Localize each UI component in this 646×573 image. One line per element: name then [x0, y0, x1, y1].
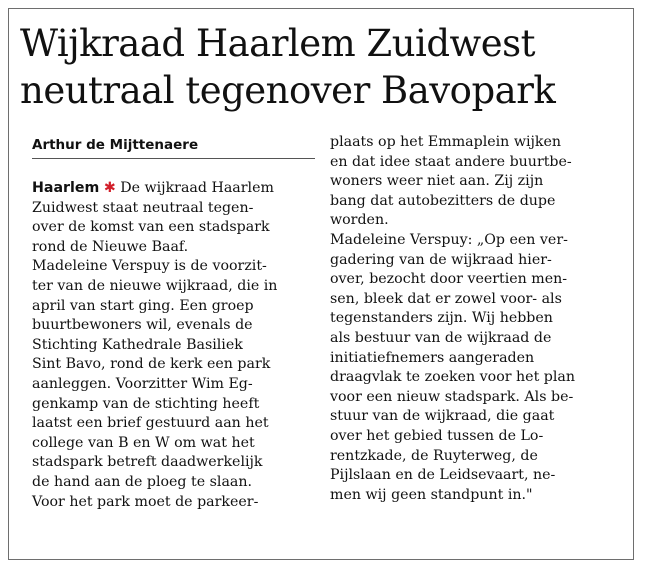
- text-line: ter van de nieuwe wijkraad, die in: [32, 277, 278, 294]
- first-line: [32, 179, 314, 199]
- article-column-2: [330, 133, 610, 505]
- text-line: Madeleine Verspuy: „Op een ver-: [330, 231, 568, 248]
- text-line: voor een nieuw stadspark. Als be-: [330, 388, 574, 405]
- text-line: rentzkade, de Ruyterweg, de: [330, 447, 538, 464]
- text-line: Voor het park moet de parkeer-: [32, 493, 259, 510]
- text-line: sen, bleek dat er zowel voor- als: [330, 290, 562, 307]
- headline-line-1: Wijkraad Haarlem Zuidwest: [20, 22, 535, 65]
- text-line: en dat idee staat andere buurtbe-: [330, 153, 572, 170]
- text-line: draagvlak te zoeken voor het plan: [330, 369, 575, 386]
- text-line: als bestuur van de wijkraad de: [330, 329, 552, 346]
- text-line: april van start ging. Een groep: [32, 297, 254, 314]
- text-line: genkamp van de stichting heeft: [32, 395, 260, 412]
- article-column-1: [32, 179, 314, 512]
- byline-divider: [32, 158, 315, 159]
- text-line: woners weer niet aan. Zij zijn: [330, 173, 544, 190]
- text-line: Pijlslaan en de Leidsevaart, ne-: [330, 467, 556, 484]
- text-line: gadering van de wijkraad hier-: [330, 251, 552, 268]
- headline: [20, 20, 620, 114]
- text-line: men wij geen standpunt in.": [330, 486, 533, 503]
- text-line: De wijkraad Haarlem: [115, 180, 274, 196]
- text-line: de hand aan de ploeg te slaan.: [32, 473, 253, 490]
- text-line: laatst een brief gestuurd aan het: [32, 415, 269, 432]
- text-line: bang dat autobezitters de dupe: [330, 192, 556, 209]
- text-line: plaats op het Emmaplein wijken: [330, 134, 562, 150]
- text-line: Sint Bavo, rond de kerk een park: [32, 356, 271, 373]
- text-line: over, bezocht door veertien men-: [330, 271, 568, 288]
- byline: Arthur de Mijttenaere: [32, 137, 199, 153]
- text-line: buurtbewoners wil, evenals de: [32, 317, 253, 334]
- text-line: over het gebied tussen de Lo-: [330, 427, 544, 444]
- text-line: stadspark betreft daadwerkelijk: [32, 454, 263, 471]
- text-line: Madeleine Verspuy is de voorzit-: [32, 258, 267, 275]
- text-line: Zuidwest staat neutraal tegen-: [32, 199, 254, 216]
- text-line: college van B en W om wat het: [32, 434, 255, 451]
- asterisk-icon: ✱: [103, 180, 116, 196]
- text-line: worden.: [330, 212, 389, 229]
- text-line: tegenstanders zijn. Wij hebben: [330, 310, 553, 327]
- text-line: initiatiefnemers aangeraden: [330, 349, 535, 366]
- text-line: aanleggen. Voorzitter Wim Eg-: [32, 375, 253, 392]
- text-line: Stichting Kathedrale Basiliek: [32, 336, 243, 353]
- text-line: rond de Nieuwe Baaf.: [32, 238, 189, 255]
- headline-line-2: neutraal tegenover Bavopark: [20, 69, 556, 112]
- dateline: Haarlem: [32, 180, 100, 196]
- text-line: over de komst van een stadspark: [32, 219, 270, 236]
- text-line: stuur van de wijkraad, die gaat: [330, 408, 555, 425]
